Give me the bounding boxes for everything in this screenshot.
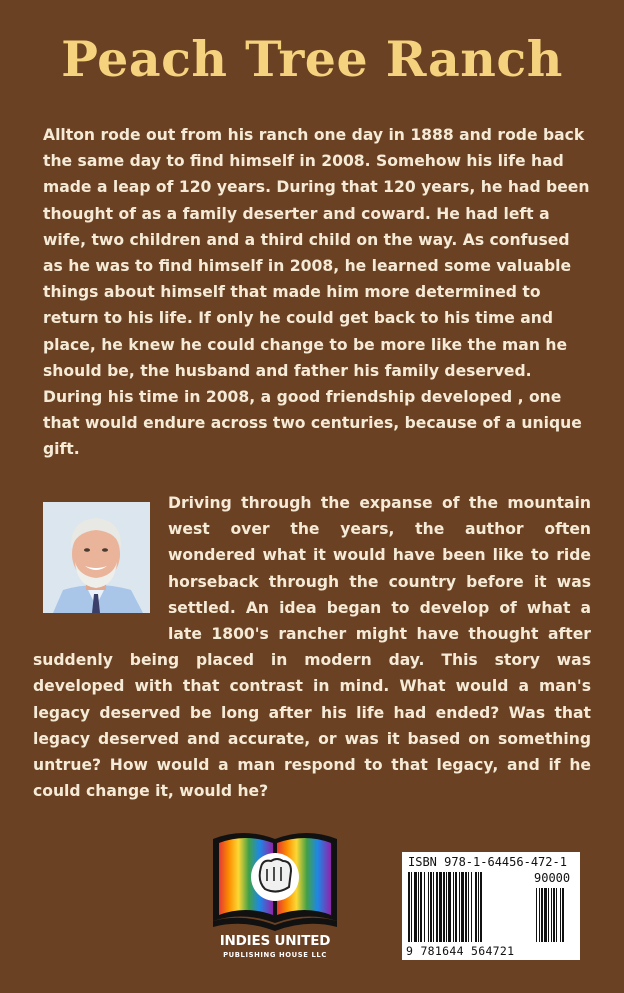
publisher-logo [207,825,343,965]
author-bio-text: Driving through the expanse of the mountain west over the years, the author often wondered what it would have been like to ride horseback through the country before it was settled. An idea began to develop of what a late 1800's rancher might have thought after suddenly being placed in modern day. This story was developed with that contrast in mind. What would a man's legacy deserved be long after his life had ended? Was that legacy deserved and accurate, or was it based on something untrue? How would a man respond to that legacy, and if he could change it, would he? [33,494,591,801]
isbn-label: ISBN 978-1-64456-472-1 [408,855,567,869]
book-title: Peach Tree Ranch [61,30,563,88]
barcode-number: 9 781644 564721 [406,944,515,958]
publisher-name: INDIES UNITED [219,933,331,949]
author-photo [43,502,150,613]
price-code: 90000 [534,871,571,885]
isbn-barcode [402,852,580,960]
rainbow-book-fist-icon [207,825,343,933]
publisher-subtitle: PUBLISHING HOUSE LLC [223,951,327,959]
synopsis-text: Allton rode out from his ranch one day in 1888 and rode back the same day to find himself in 2008. Somehow his life had made a leap of 120 years. During that 120 years, he had been thought of as a family deserter and coward. He had left a wife, two children and a third child on the way. As confused as he was to find himself in 2008, he learned some valuable things about himself that made him more determined to return to his life. If only he could get back to his time and place, he knew he could change to be more like the man he should be, the husband and father his family deserved. During his time in 2008, a good friendship developed , one that would endure across two centuries, because of a unique gift. [43,126,590,459]
